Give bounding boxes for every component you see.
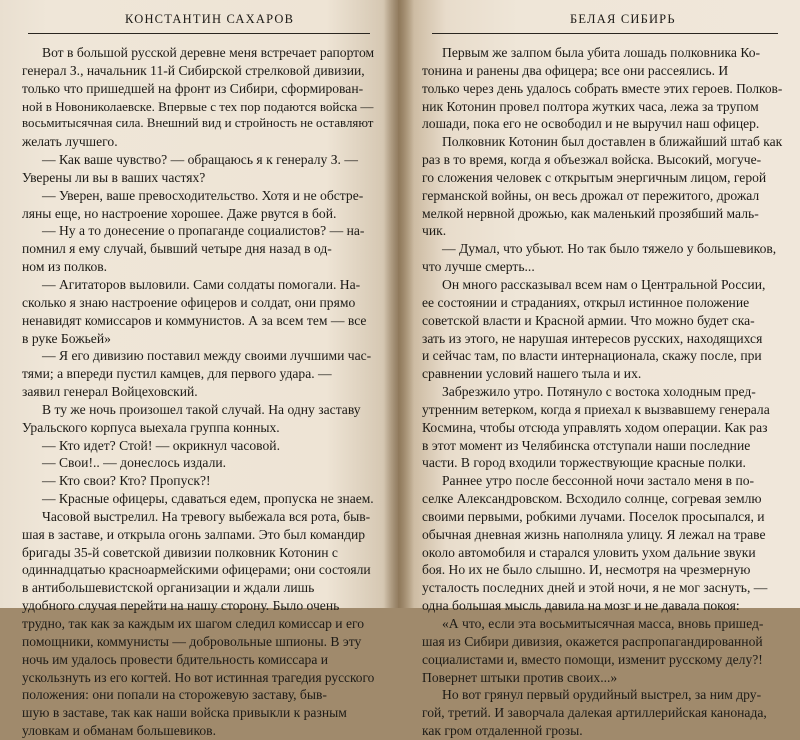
- text-line: части. В город входили торжествующие красные полки.: [422, 455, 746, 471]
- text-line: — Я его дивизию поставил между своими лучшими час-: [42, 348, 372, 364]
- text-line: социалистами и, вместо помощи, изменит русскому делу?!: [422, 651, 763, 667]
- text-line: в руке Божьей»: [22, 330, 111, 346]
- text-line: трудно, так как за каждым их шагом следил комиссар и его: [22, 616, 365, 631]
- text-line: — Ну а то донесение о пропаганде социалистов? — на-: [42, 223, 365, 239]
- text-line: — Кто свои? Кто? Пропуск?!: [42, 473, 211, 489]
- text-line: го сложения человек с открытым энергичным лицом, герой: [422, 169, 767, 185]
- right-page-text: [422, 44, 782, 740]
- text-line: Уральского корпуса выехала группа конных.: [22, 419, 280, 435]
- text-line: генерал З., начальник 11-й Сибирской стрелковой дивизии,: [22, 62, 365, 78]
- text-line: восьмитысячная сила. Внешний вид и стройность не оставляют: [22, 116, 374, 131]
- text-line: как гром отдаленной грозы.: [422, 723, 583, 739]
- running-head-author: КОНСТАНТИН САХАРОВ: [125, 12, 295, 26]
- text-line: ляны еще, но настроение хорошее. Даже рвутся в бой.: [22, 205, 337, 221]
- text-line: чик.: [422, 223, 447, 239]
- text-line: Уверены ли вы в ваших частях?: [22, 169, 206, 185]
- text-line: усталость последних дней и этой ночи, я не мог заснуть, —: [422, 580, 768, 596]
- text-line: Повернет штыки против своих...»: [422, 669, 618, 685]
- right-page: [398, 0, 800, 739]
- header-rule: [28, 33, 370, 34]
- text-line: помнил я ему случай, бывший четыре дня назад в од-: [22, 241, 332, 257]
- text-line: желать лучшего.: [22, 134, 118, 150]
- text-line: — Думал, что убьют. Но так было тяжело у большевиков,: [442, 241, 777, 257]
- text-line: Он много рассказывал всем нам о Центральной России,: [442, 276, 766, 292]
- text-line: зать из этого, не нарушая интересов русских, находящихся: [422, 330, 763, 346]
- text-line: ускользнуть из его когтей. Но вот истинная трагедия русского: [22, 669, 375, 685]
- text-line: утренним ветерком, когда я приехал к вызвавшему генерала: [422, 401, 770, 417]
- text-line: Раннее утро после бессонной ночи застало меня в по-: [442, 473, 755, 489]
- text-line: «А что, если эта восьмитысячная масса, вновь пришед-: [442, 616, 764, 631]
- left-page-text: [22, 44, 374, 740]
- text-line: сколько я знаю настроение офицеров и солдат, они прямо: [22, 294, 356, 310]
- text-line: боя. Но их не было слышно. И, несмотря на чрезмерную: [422, 562, 751, 578]
- header-rule: [432, 33, 778, 34]
- text-line: одиннадцатью красноармейскими офицерами; они состояли: [22, 562, 371, 578]
- text-line: Вот в большой русской деревне меня встречает рапортом: [42, 45, 375, 60]
- text-line: раз в то время, когда я объезжал войска. Высокий, могуче-: [422, 152, 762, 168]
- text-line: Первым же залпом была убита лошадь полковника Ко-: [442, 45, 761, 60]
- text-line: ник Котонин провел полтора жутких часа, лежа за трупом: [422, 98, 759, 114]
- text-line: — Красные офицеры, сдаваться едем, пропуска не знаем.: [42, 491, 374, 507]
- text-line: Полковник Котонин был доставлен в ближайший штаб как: [442, 134, 783, 150]
- text-line: германской войны, он весь дрожал от пережитого, дрожал: [422, 187, 760, 203]
- text-line: — Как ваше чувство? — обращаюсь я к генералу З. —: [42, 152, 358, 168]
- text-line: ее состоянии и страданиях, открыл истинное положение: [422, 294, 750, 310]
- text-line: шую в заставе, так как наши войска привыкли к разным: [22, 705, 347, 721]
- left-page: [0, 0, 398, 739]
- text-line: Забрезжило утро. Потянуло с востока холодным пред-: [442, 384, 756, 400]
- text-line: гой, третий. И заворчала далекая артиллерийская канонада,: [422, 705, 767, 721]
- text-line: мелкой нервной дрожью, как маленький прозябший маль-: [422, 205, 759, 221]
- text-line: советской власти и Красной армии. Что можно будет ска-: [422, 312, 755, 328]
- text-line: ном из полков.: [22, 259, 108, 275]
- text-line: и сейчас там, по власти интернационала, скажу после, при: [422, 348, 762, 364]
- text-line: шая из Сибири дивизия, окажется распропагандированной: [422, 633, 763, 649]
- text-line: Часовой выстрелил. На тревогу выбежала вся рота, быв-: [42, 508, 371, 524]
- text-line: тонина и ранены два офицера; все они рассеялись. И: [422, 62, 729, 78]
- text-line: помощники, коммунисты — добровольные шпионы. В эту: [22, 633, 362, 649]
- text-line: В ту же ночь произошел такой случай. На одну заставу: [42, 401, 361, 417]
- text-line: тями; а впереди пустил камцев, для первого удара. —: [22, 366, 332, 382]
- text-line: селке Александровском. Всходило солнце, согревая землю: [422, 491, 762, 507]
- text-line: только что пришедшей на фронт из Сибири, сформирован-: [22, 80, 364, 96]
- text-line: только через день удалось собрать вместе этих героев. Полков-: [422, 80, 783, 96]
- text-line: Космина, чтобы отсюда управлять ходом операции. Как раз: [422, 419, 768, 435]
- text-line: своими первыми, робкими лучами. Поселок просыпался, и: [422, 508, 765, 524]
- text-line: — Свои!.. — донеслось издали.: [42, 455, 227, 471]
- text-line: ной в Новониколаевске. Впервые с тех пор подаются войска —: [22, 98, 374, 114]
- text-line: одна большая мысль давила на мозг и не давала покоя:: [422, 598, 740, 614]
- running-head-title: БЕЛАЯ СИБИРЬ: [570, 12, 676, 26]
- text-line: — Агитаторов выловили. Сами солдаты помогали. На-: [42, 276, 361, 292]
- text-line: удобного случая перейти на нашу сторону. Было очень: [22, 598, 340, 614]
- text-line: Но вот грянул первый орудийный выстрел, за ним дру-: [442, 687, 762, 703]
- text-line: в антибольшевистской организации и ждали лишь: [22, 580, 315, 596]
- text-line: около автомобиля и старался уловить ухом дальние звуки: [422, 544, 756, 560]
- text-line: шая в заставе, и открыла огонь залпами. Это был командир: [22, 526, 366, 542]
- text-line: положения: они попали на сторожевую заставу, быв-: [22, 687, 327, 703]
- text-line: лошади, пока его не освободил и не выручил наш офицер.: [422, 116, 760, 132]
- text-line: что лучше смерть...: [422, 259, 535, 275]
- text-line: обычная дневная жизнь наполняла улицу. Я лежал на траве: [422, 526, 766, 542]
- text-line: уловкам и обманам большевиков.: [22, 723, 216, 739]
- text-line: бригады 35-й советской дивизии полковник Котонин с: [22, 544, 338, 560]
- text-line: ночь им удалось провести бдительность комиссара и: [22, 651, 329, 667]
- text-line: в этот момент из Челябинска отступали наши последние: [422, 437, 751, 453]
- text-line: сравнении условий нашего тыла и их.: [422, 366, 642, 382]
- text-line: ненавидят комиссаров и коммунистов. А за всем тем — все: [22, 312, 367, 328]
- text-line: — Уверен, ваше превосходительство. Хотя и не обстре-: [42, 187, 364, 203]
- text-line: — Кто идет? Стой! — окрикнул часовой.: [42, 437, 280, 453]
- text-line: заявил генерал Войцеховский.: [22, 384, 198, 400]
